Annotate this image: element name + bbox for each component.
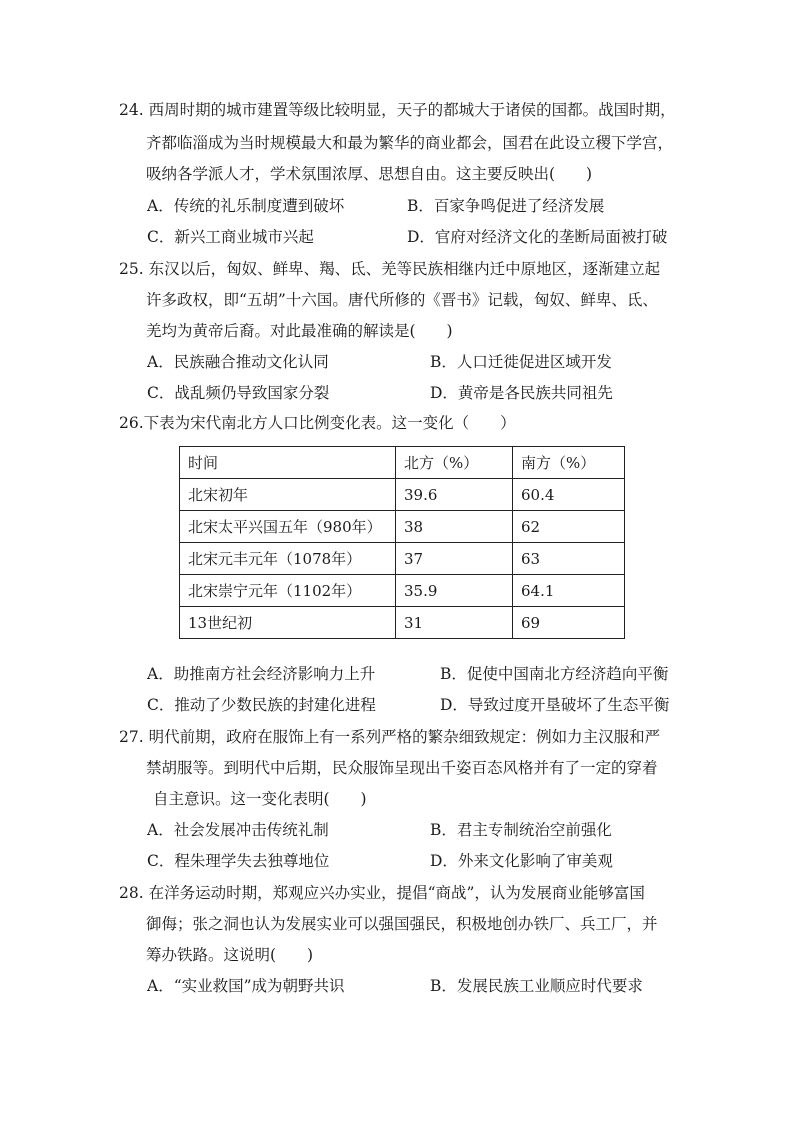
- q26-option-d: D．导致过度开垦破坏了生态平衡: [440, 696, 670, 714]
- q26-option-a: A．助推南方社会经济影响力上升: [147, 665, 376, 683]
- table-cell: 60.4: [513, 479, 625, 511]
- q24-option-a: A．传统的礼乐制度遭到破坏: [147, 197, 345, 215]
- table-row: [180, 543, 625, 575]
- q25-stem-line-3: 羌均为黄帝后裔。对此最准确的解读是( ): [146, 322, 453, 340]
- table-cell: 39.6: [396, 479, 513, 511]
- table-cell: 62: [513, 511, 625, 543]
- table-cell: 64.1: [513, 575, 625, 607]
- table-cell: 37: [396, 543, 513, 575]
- q26-option-b: B．促使中国南北方经济趋向平衡: [440, 665, 669, 683]
- table-row: [180, 607, 625, 639]
- q24-option-b: B．百家争鸣促进了经济发展: [407, 197, 605, 215]
- q27-stem-line-1: 27. 明代前期，政府在服饰上有一系列严格的繁杂细致规定：例如力主汉服和严: [119, 728, 661, 746]
- table-row: [180, 575, 625, 607]
- population-ratio-table: [179, 446, 625, 639]
- q28-stem-line-3: 筹办铁路。这说明( ): [146, 946, 314, 964]
- q27-option-b: B．君主专制统治空前强化: [430, 821, 612, 839]
- table-cell: 69: [513, 607, 625, 639]
- q27-option-a: A．社会发展冲击传统礼制: [147, 821, 329, 839]
- q25-option-b: B．人口迁徙促进区域开发: [430, 353, 612, 371]
- table-header-cell: 时间: [180, 447, 396, 479]
- q27-stem-line-3: 自主意识。这一变化表明( ): [153, 790, 367, 808]
- table-cell: 63: [513, 543, 625, 575]
- q28-option-a: A．“实业救国”成为朝野共识: [147, 977, 345, 995]
- q24-stem-line-2: 齐都临淄成为当时规模最大和最为繁华的商业都会，国君在此设立稷下学宫，: [146, 134, 674, 152]
- q25-option-d: D．黄帝是各民族共同祖先: [430, 384, 613, 402]
- q24-stem-line-1: 24. 西周时期的城市建置等级比较明显，天子的都城大于诸侯的国都。战国时期，: [119, 101, 676, 119]
- table-cell: 31: [396, 607, 513, 639]
- q28-option-b: B．发展民族工业顺应时代要求: [430, 977, 643, 995]
- table-cell: 38: [396, 511, 513, 543]
- table-cell: 北宋崇宁元年（1102年）: [180, 575, 396, 607]
- table-cell: 35.9: [396, 575, 513, 607]
- q28-stem-line-2: 御侮；张之洞也认为发展实业可以强国强民，积极地创办铁厂、兵工厂，并: [146, 915, 658, 933]
- table-header-row: [180, 447, 625, 479]
- table-cell: 北宋太平兴国五年（980年）: [180, 511, 396, 543]
- q25-stem-line-2: 许多政权，即“五胡”十六国。唐代所修的《晋书》记载，匈奴、鲜卑、氐、: [146, 291, 658, 309]
- q24-option-d: D．官府对经济文化的垄断局面被打破: [407, 228, 668, 246]
- table-cell: 北宋元丰元年（1078年）: [180, 543, 396, 575]
- q26-stem: 26.下表为宋代南北方人口比例变化表。这一变化（ ）: [119, 414, 516, 432]
- table-cell: 13世纪初: [180, 607, 396, 639]
- table-row: [180, 479, 625, 511]
- q24-stem-line-3: 吸纳各学派人才，学术氛围浓厚、思想自由。这主要反映出( ): [146, 165, 593, 183]
- q28-stem-line-1: 28. 在洋务运动时期，郑观应兴办实业，提倡“商战”，认为发展商业能够富国: [119, 884, 645, 902]
- q25-stem-line-1: 25. 东汉以后，匈奴、鲜卑、羯、氐、羌等民族相继内迁中原地区，逐渐建立起: [119, 260, 661, 278]
- q25-option-c: C．战乱频仍导致国家分裂: [147, 384, 330, 402]
- table-cell: 北宋初年: [180, 479, 396, 511]
- q27-option-c: C．程朱理学失去独尊地位: [147, 852, 330, 870]
- q27-stem-line-2: 禁胡服等。到明代中后期，民众服饰呈现出千姿百态风格并有了一定的穿着: [146, 759, 658, 777]
- table-header-cell: 南方（%）: [513, 447, 625, 479]
- q25-option-a: A．民族融合推动文化认同: [147, 353, 329, 371]
- q24-option-c: C．新兴工商业城市兴起: [147, 228, 314, 246]
- table-header-cell: 北方（%）: [396, 447, 513, 479]
- q27-option-d: D．外来文化影响了审美观: [430, 852, 613, 870]
- q26-option-c: C．推动了少数民族的封建化进程: [147, 696, 376, 714]
- table-row: [180, 511, 625, 543]
